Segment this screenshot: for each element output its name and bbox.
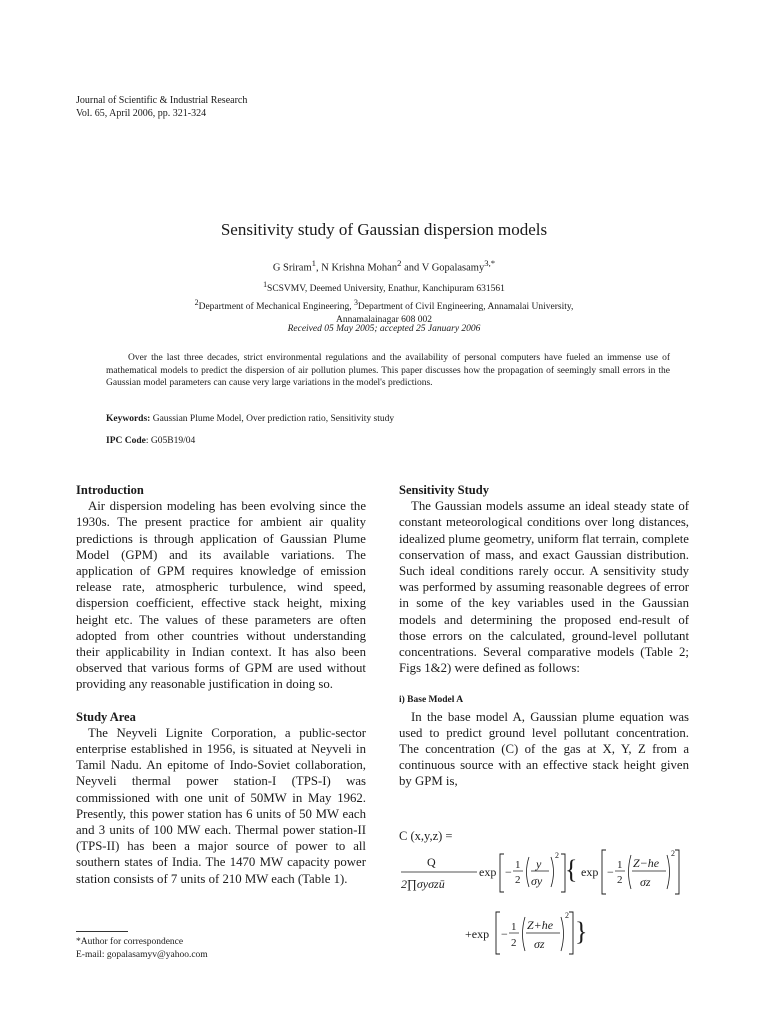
ipc-code <box>106 436 670 446</box>
left-column <box>76 482 366 887</box>
eq-z-plus-he: Z+he <box>527 918 554 932</box>
footnote-author: *Author for correspondence <box>76 937 184 947</box>
base-model-heading: i) Base Model A <box>399 695 464 706</box>
eq-half-den-2: 2 <box>617 874 623 886</box>
footnote-email: E-mail: gopalasamyv@yahoo.com <box>76 950 208 960</box>
author-1: G Sriram <box>272 262 312 274</box>
eq-square-2: 2 <box>671 849 675 858</box>
affil-2-sup: 2 <box>194 298 199 308</box>
received-dates: Received 05 May 2005; accepted 25 January 2006 <box>287 324 481 334</box>
author-and: and <box>401 262 422 274</box>
study-area-heading: Study Area <box>76 709 136 724</box>
eq-half-den-3: 2 <box>511 937 517 949</box>
eq-half-num-2: 1 <box>617 859 623 871</box>
keywords <box>106 414 670 424</box>
journal-volume: Vol. 65, April 2006, pp. 321-324 <box>76 108 207 119</box>
brace-open-icon: { <box>565 855 578 884</box>
affil-2: Department of Mechanical Engineering, <box>198 302 354 313</box>
introduction-text: Air dispersion modeling has been evolving since the 1930s. The present practice for ambient air quality predictions is through application of Gaussian Plume Model (GPM) and its available variations. The application of GPM requires knowledge of emission release rate, atmospheric turbulence, wind speed, dispersion coefficient, effective stack height, mixing height etc. The values of these parameters are often adopted from other countries without understanding their applicability in Indian context. It has also been observed that various forms of GPM are used without providing any reasonable justification in doing so. <box>76 499 366 692</box>
gaussian-plume-equation <box>395 842 685 962</box>
brace-close-icon: } <box>575 917 588 946</box>
eq-denominator: 2∏σyσzū <box>401 877 445 891</box>
eq-y: y <box>536 857 542 871</box>
sensitivity-text: The Gaussian models assume an ideal steady state of constant meteorological conditions over long distances, idealized plume geometry, uniform flat terrain, complete conservation of mass, and exact Gaussian distribution. Such ideal conditions rarely occur. A sensitivity study was performed by assuming reasonable degrees of error in some of the key variables used in the Gaussian models and determining the proposed end-result of those errors on the calculated, ground-level pollutant concentrations. Several comparative models (Table 2; Figs 1&2) were defined as follows: <box>399 499 689 676</box>
paper-title: Sensitivity study of Gaussian dispersion models <box>220 220 548 239</box>
introduction-heading: Introduction <box>76 483 144 497</box>
affiliations <box>120 278 648 327</box>
footnote-rule <box>76 931 128 932</box>
journal-header <box>76 94 247 120</box>
eq-exp-1: exp <box>479 865 497 879</box>
author-1-sup: 1 <box>311 258 317 268</box>
eq-half-num-3: 1 <box>511 921 517 933</box>
ipc-label: IPC Code <box>106 436 146 446</box>
eq-z-minus-he: Z−he <box>633 856 660 870</box>
right-column <box>399 482 689 790</box>
study-area-text: The Neyveli Lignite Corporation, a public-sector enterprise established in 1956, is situated at Neyveli in Tamil Nadu. An epitome of Indo-Soviet collaboration, Neyveli thermal power station-I (TPS-I) was commissioned with one unit of 50MW in May 1962. Presently, this power station has 6 units of 50 MW each and 3 units of 100 MW each. Thermal power station-II (TPS-II) has been a major source of power to all southern states of India. The 1470 MW capacity power station consists of 7 units of 210 MW each (Table 1). <box>76 725 366 886</box>
abstract: Over the last three decades, strict environmental regulations and the availability of personal computers have fueled an immense use of mathematical models to predict the dispersion of air pollution plumes. This paper discusses how the propagation of seemingly small errors in the Gaussian model parameters can cause very large variations in the model's predictions. <box>106 353 670 388</box>
base-model-text: In the base model A, Gaussian plume equation was used to predict ground level pollutant concentration. The concentration (C) of the gas at X, Y, Z from a continuous source with an effective stack height given by GPM is, <box>399 709 689 789</box>
eq-square-3: 2 <box>565 911 569 920</box>
eq-sigma-y: σy <box>531 874 543 888</box>
author-2: N Krishna Mohan <box>321 262 398 274</box>
journal-name: Journal of Scientific & Industrial Research <box>76 95 248 106</box>
author-3: V Gopalasamy <box>421 262 485 274</box>
eq-exp-2: exp <box>581 865 599 879</box>
keywords-label: Keywords: <box>106 414 151 424</box>
eq-half-den-1: 2 <box>515 874 521 886</box>
author-3-sup: 3,* <box>484 258 496 268</box>
eq-minus-3: − <box>501 927 508 941</box>
affil-3: Department of Civil Engineering, Annamalai University, <box>357 302 574 313</box>
eq-sigma-z-1: σz <box>640 875 651 889</box>
eq-sigma-z-2: σz <box>534 937 545 951</box>
affil-1-sup: 1 <box>263 280 268 289</box>
author-2-sup: 2 <box>397 258 402 268</box>
footnote <box>76 936 208 962</box>
affil-3-address: Annamalainagar 608 002 <box>335 315 433 326</box>
eq-minus-2: − <box>607 865 614 879</box>
affil-1: SCSVMV, Deemed University, Enathur, Kanchipuram 631561 <box>267 284 505 295</box>
equation-lhs: C (x,y,z) = <box>399 829 453 843</box>
eq-square-1: 2 <box>555 851 559 860</box>
ipc-text: : G05B19/04 <box>145 436 196 446</box>
eq-plus-exp: +exp <box>465 927 490 941</box>
eq-half-num-1: 1 <box>515 859 521 871</box>
eq-minus-1: − <box>505 865 512 879</box>
eq-numerator: Q <box>427 855 436 869</box>
author-list: G Sriram$^1$, N Krishna Mohan$^2$ and V Gopalasamy$^{3,*}$ <box>272 258 496 274</box>
sensitivity-heading: Sensitivity Study <box>399 483 489 497</box>
keywords-text: Gaussian Plume Model, Over prediction ratio, Sensitivity study <box>150 414 395 424</box>
affil-3-sup: 3 <box>353 298 358 308</box>
